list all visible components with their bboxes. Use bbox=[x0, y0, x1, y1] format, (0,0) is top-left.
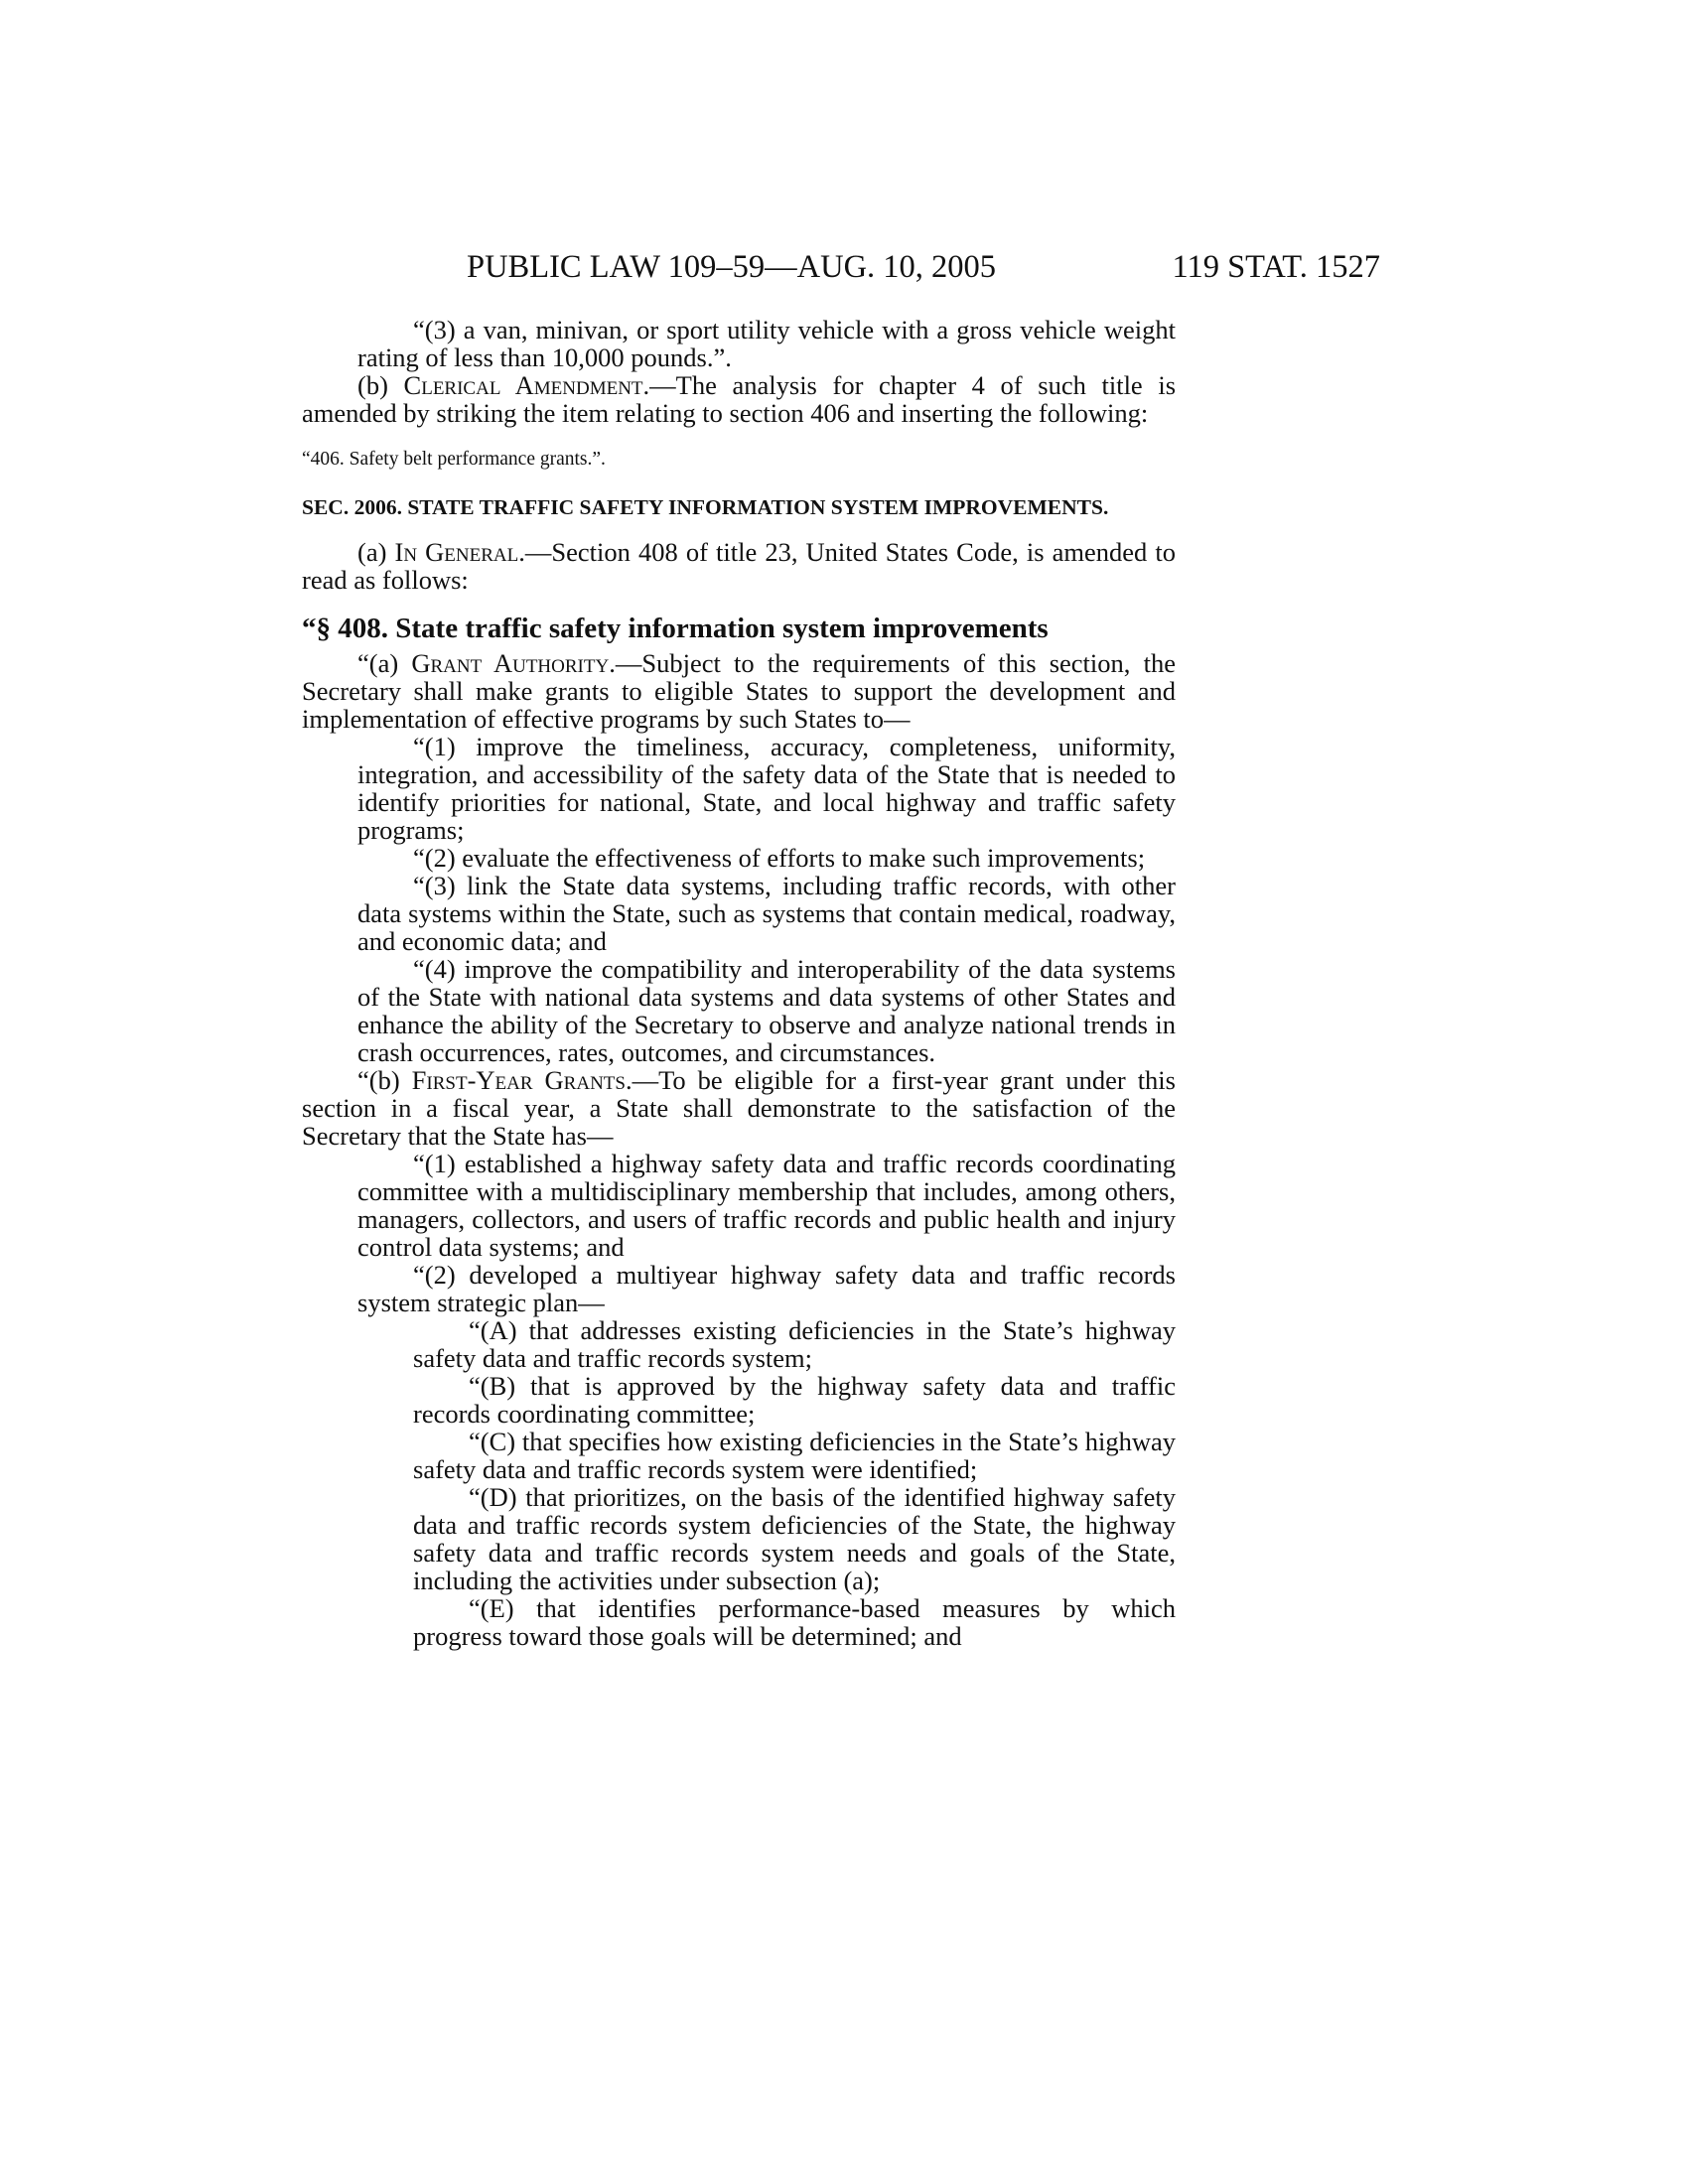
section-408-title: “§ 408. State traffic safety information system improvements bbox=[302, 613, 1049, 644]
paragraph-b2-b: “(B) that is approved by the highway safety data and traffic records coordinating committee; bbox=[413, 1371, 1176, 1429]
paragraph-clerical-amendment: (b) Clerical Amendment.—The analysis for chapter 4 of such title is amended by striking the item relating to section 406 and inserting the following: bbox=[302, 370, 1177, 428]
clerical-amendment-heading: Clerical Amendment bbox=[403, 370, 643, 400]
public-law-title: PUBLIC LAW 109–59—AUG. 10, 2005 bbox=[467, 249, 997, 285]
table-of-contents-item: “406. Safety belt performance grants.”. bbox=[302, 449, 606, 470]
paragraph-b1: “(1) established a highway safety data and traffic records coordinating committee with a multidisciplinary membership that includes, among others, managers, collectors, and users of traffic records and public health and injury control data systems; and bbox=[357, 1149, 1176, 1262]
paragraph-a2: “(2) evaluate the effectiveness of efforts to make such improvements; bbox=[413, 843, 1146, 873]
paragraph-a3: “(3) link the State data systems, including traffic records, with other data systems within the State, such as systems that contain medical, roadway, and economic data; and bbox=[357, 871, 1176, 956]
in-general-heading: In General bbox=[394, 537, 519, 567]
section-heading: SEC. 2006. STATE TRAFFIC SAFETY INFORMATION SYSTEM IMPROVEMENTS. bbox=[302, 495, 1109, 519]
paragraph-grant-authority: “(a) Grant Authority.—Subject to the requirements of this section, the Secretary shall make grants to eligible States to support the development and implementation of effective programs by such States to— bbox=[302, 648, 1176, 734]
paragraph-in-general: (a) In General.—Section 408 of title 23, United States Code, is amended to read as follows: bbox=[302, 537, 1176, 595]
page-header bbox=[298, 246, 1380, 288]
statute-page-number: 119 STAT. 1527 bbox=[1172, 249, 1380, 285]
body-text bbox=[302, 316, 1176, 1650]
paragraph-b2: “(2) developed a multiyear highway safety data and traffic records system strategic plan— bbox=[357, 1260, 1176, 1317]
paragraph-a4: “(4) improve the compatibility and interoperability of the data systems of the State with national data systems and data systems of other States and enhance the ability of the Secretary to observe and analyze national trends in crash occurrences, rates, outcomes, and circumstances. bbox=[357, 954, 1176, 1067]
grant-authority-heading: Grant Authority bbox=[411, 648, 610, 678]
paragraph-b2-e: “(E) that identifies performance-based measures by which progress toward those goals will be determined; and bbox=[413, 1593, 1176, 1651]
paragraph-b2-c: “(C) that specifies how existing deficiencies in the State’s highway safety data and traffic records system were identified; bbox=[413, 1427, 1176, 1484]
paragraph-b2-d: “(D) that prioritizes, on the basis of the identified highway safety data and traffic records system deficiencies of the State, the highway safety data and traffic records system needs and goals of the State, including the activities under subsection (a); bbox=[413, 1482, 1176, 1595]
paragraph-b2-a: “(A) that addresses existing deficiencies in the State’s highway safety data and traffic records system; bbox=[413, 1315, 1176, 1373]
paragraph-a1: “(1) improve the timeliness, accuracy, completeness, uniformity, integration, and accessibility of the safety data of the State that is needed to identify priorities for national, State, and local highway and traffic safety programs; bbox=[357, 732, 1176, 845]
paragraph-vehicle-definition: “(3) a van, minivan, or sport utility vehicle with a gross vehicle weight rating of less than 10,000 pounds.”. bbox=[357, 315, 1176, 372]
paragraph-first-year-grants: “(b) First-Year Grants.—To be eligible for a first-year grant under this section in a fiscal year, a State shall demonstrate to the satisfaction of the Secretary that the State has— bbox=[302, 1065, 1176, 1151]
first-year-grants-heading: First-Year Grants bbox=[411, 1065, 626, 1095]
